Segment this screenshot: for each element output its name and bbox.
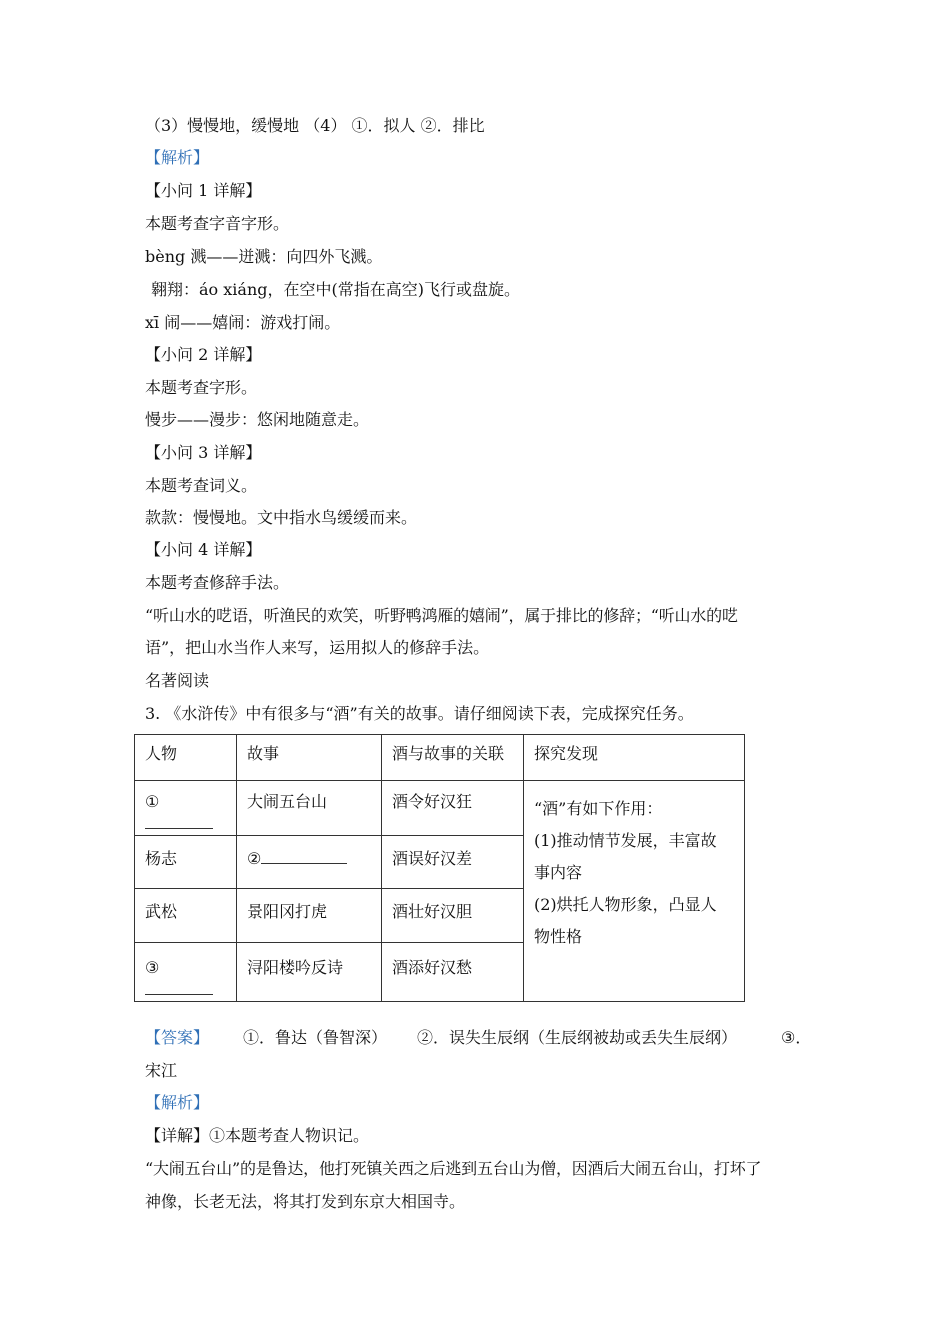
answer-row — [145, 1027, 815, 1049]
findings-line: (1)推动情节发展，丰富故 — [534, 831, 717, 850]
question-3-stem: 3. 《水浒传》中有很多与“酒”有关的故事。请仔细阅读下表，完成探究任务。 — [145, 704, 694, 723]
table-cell: 武松 — [135, 889, 237, 943]
detail-line: 【详解】①本题考查人物识记。 — [145, 1126, 370, 1145]
fill-blank — [145, 980, 213, 995]
analysis-heading: 【解析】 — [145, 148, 210, 167]
answer-label: 【答案】 — [145, 1028, 210, 1047]
findings-line: “酒”有如下作用： — [534, 799, 663, 818]
findings-line: 事内容 — [534, 863, 583, 882]
fill-blank — [261, 849, 347, 864]
answer-3-marker: ③． — [781, 1028, 812, 1047]
text-line: xī 闹——嬉闹：游戏打闹。 — [145, 313, 341, 332]
table-cell: 浔阳楼吟反诗 — [237, 943, 382, 1002]
text-line: 本题考查词义。 — [145, 476, 258, 495]
table-header-cell: 酒与故事的关联 — [382, 735, 524, 781]
table-header-cell: 探究发现 — [524, 735, 745, 781]
table-cell — [135, 943, 237, 1002]
circled-number: ③ — [145, 958, 160, 977]
table-header-cell: 人物 — [135, 735, 237, 781]
subquestion-3-heading: 【小问 3 详解】 — [145, 443, 262, 462]
text-line: 款款：慢慢地。文中指水鸟缓缓而来。 — [145, 508, 418, 527]
findings-line: 物性格 — [534, 927, 583, 946]
text-line: 慢步——漫步：悠闲地随意走。 — [145, 410, 370, 429]
text-line: “听山水的呓语，听渔民的欢笑，听野鸭鸿雁的嬉闹”，属于排比的修辞；“听山水的呓 — [145, 606, 738, 625]
answer-2: ②．误失生辰纲（生辰纲被劫或丢失生辰纲） — [417, 1028, 738, 1047]
text-line: 语”，把山水当作人来写，运用拟人的修辞手法。 — [145, 638, 490, 657]
table-cell: 酒误好汉差 — [382, 836, 524, 889]
table-row — [135, 781, 745, 836]
text-line: 本题考查字音字形。 — [145, 214, 290, 233]
circled-number: ① — [145, 792, 160, 811]
answer-1: ①．鲁达（鲁智深） — [243, 1028, 388, 1047]
subquestion-1-heading: 【小问 1 详解】 — [145, 181, 262, 200]
detail-line: 神像，长老无法，将其打发到东京大相国寺。 — [145, 1192, 466, 1211]
table-cell: 酒添好汉愁 — [382, 943, 524, 1002]
text-line: 本题考查修辞手法。 — [145, 573, 290, 592]
table-cell: 大闹五台山 — [237, 781, 382, 836]
analysis-heading: 【解析】 — [145, 1093, 210, 1112]
table-cell — [135, 781, 237, 836]
table-cell — [237, 836, 382, 889]
story-table — [134, 734, 745, 1002]
table-cell: 杨志 — [135, 836, 237, 889]
findings-line: (2)烘托人物形象，凸显人 — [534, 895, 717, 914]
circled-number: ② — [247, 849, 262, 868]
detail-line: “大闹五台山”的是鲁达，他打死镇关西之后逃到五台山为僧，因酒后大闹五台山，打坏了 — [145, 1159, 762, 1178]
table-header-cell: 故事 — [237, 735, 382, 781]
fill-blank — [145, 814, 213, 829]
subquestion-2-heading: 【小问 2 详解】 — [145, 345, 262, 364]
table-cell: 酒壮好汉胆 — [382, 889, 524, 943]
table-cell: 景阳冈打虎 — [237, 889, 382, 943]
answer-3: 宋江 — [145, 1061, 178, 1080]
subquestion-4-heading: 【小问 4 详解】 — [145, 540, 262, 559]
answer-line-3-4: （3）慢慢地，缓慢地 （4） ①．拟人 ②．排比 — [145, 116, 485, 135]
section-title: 名著阅读 — [145, 671, 210, 690]
text-line: bèng 溅——迸溅：向四外飞溅。 — [145, 247, 383, 266]
table-cell: 酒令好汉狂 — [382, 781, 524, 836]
table-header-row — [135, 735, 745, 781]
findings-cell — [524, 781, 745, 1002]
text-line: 本题考查字形。 — [145, 378, 258, 397]
text-line: 翱翔：áo xiáng，在空中(常指在高空)飞行或盘旋。 — [151, 280, 520, 299]
